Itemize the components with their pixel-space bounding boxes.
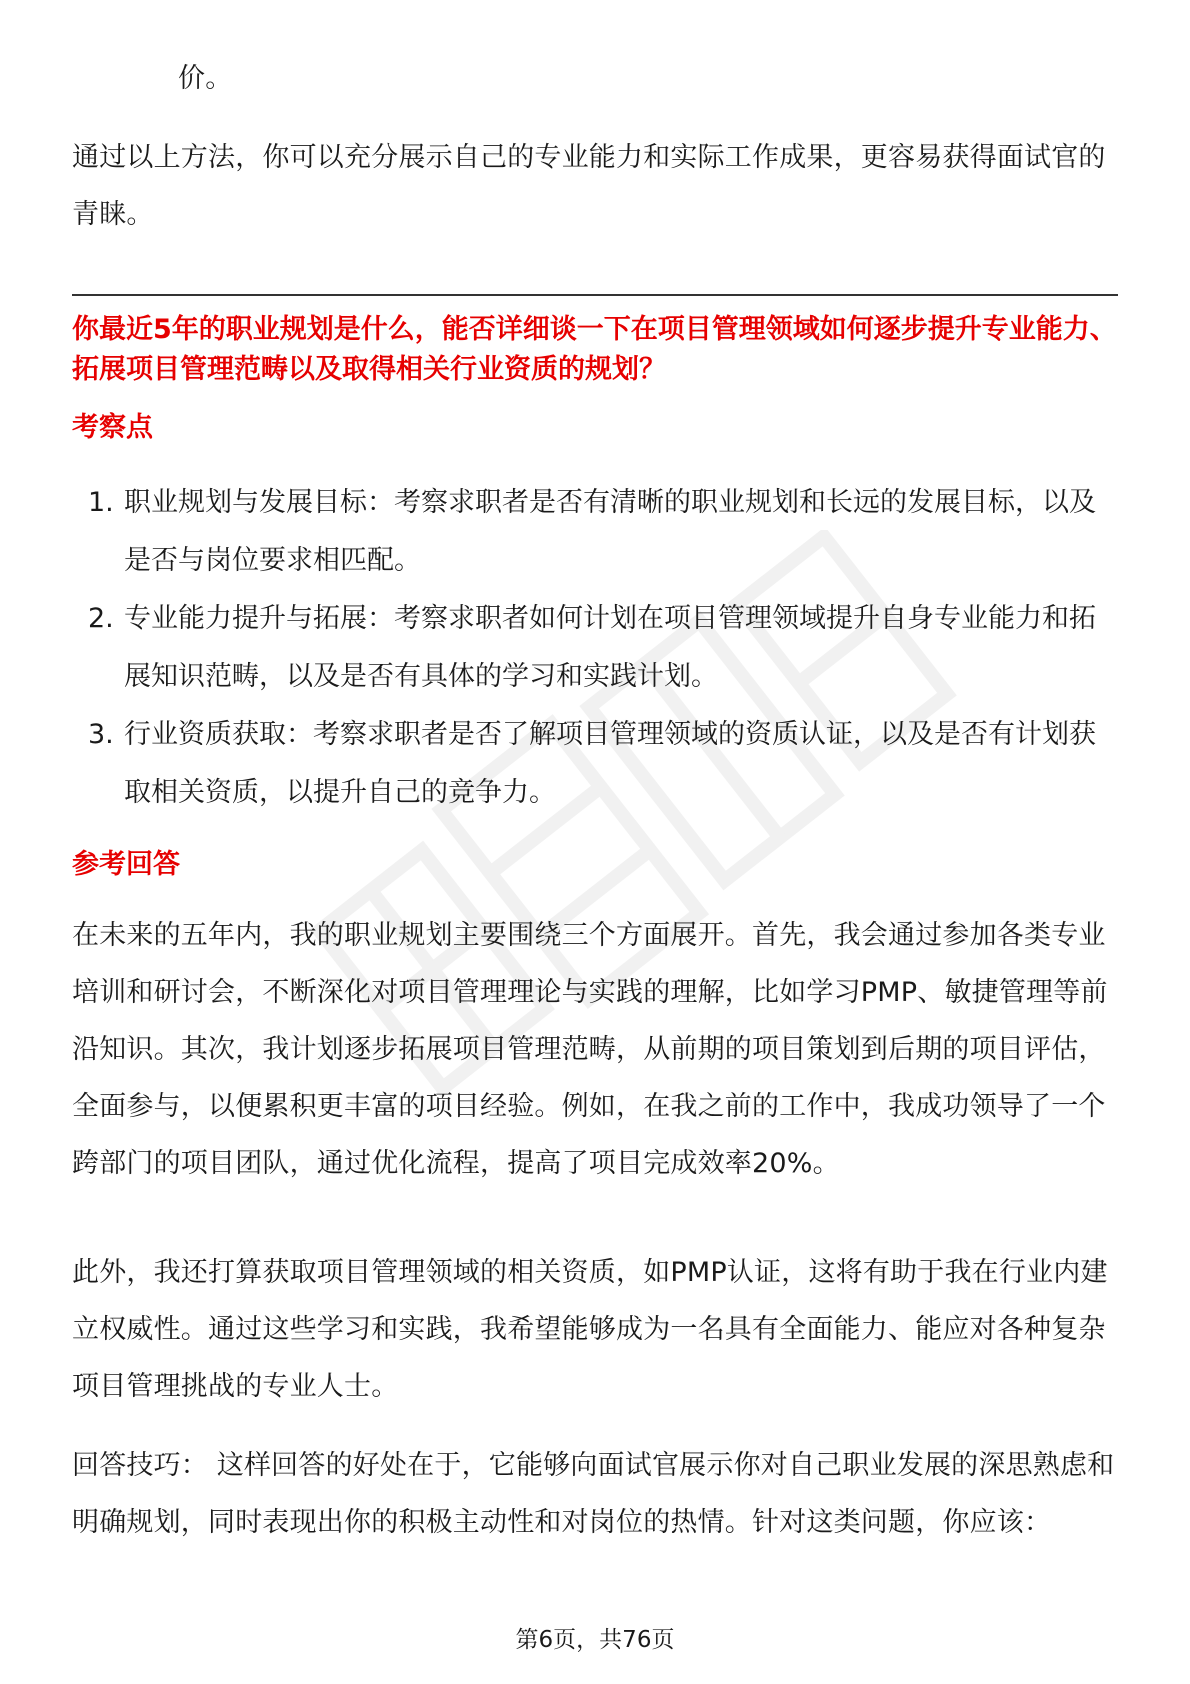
list-item-number: 1.	[88, 487, 114, 518]
summary-paragraph: 通过以上方法，你可以充分展示自己的专业能力和实际工作成果，更容易获得面试官的青睐。	[72, 142, 1106, 230]
answer-paragraph: 在未来的五年内，我的职业规划主要围绕三个方面展开。首先，我会通过参加各类专业培训和研讨会，不断深化对项目管理理论与实践的理解，比如学习PMP、敏捷管理等前沿知识。其次，我计划逐步拓展项目管理范畴，从前期的项目策划到后期的项目评估，全面参与，以便累积更丰富的项目经验。例如，在我之前的工作中，我成功领导了一个跨部门的项目团队，通过优化流程，提高了项目完成效率20%。	[72, 920, 1108, 1179]
list-item-text: 行业资质获取：考察求职者是否了解项目管理领域的资质认证，以及是否有计划获取相关资质，以提升自己的竞争力。	[124, 719, 1096, 808]
section-divider	[72, 294, 1118, 296]
list-item-number: 3.	[88, 719, 114, 750]
list-item	[72, 474, 1118, 590]
list-item	[72, 590, 1118, 706]
continuation-text: 价。	[178, 63, 233, 94]
list-item-number: 2.	[88, 603, 114, 634]
list-item	[72, 706, 1118, 822]
page-footer: 第6页，共76页	[515, 1627, 675, 1653]
question-heading: 你最近5年的职业规划是什么，能否详细谈一下在项目管理领域如何逐步提升专业能力、拓展项目管理范畴以及取得相关行业资质的规划？	[72, 314, 1117, 385]
answer-paragraph: 此外，我还打算获取项目管理领域的相关资质，如PMP认证，这将有助于我在行业内建立权威性。通过这些学习和实践，我希望能够成为一名具有全面能力、能应对各种复杂项目管理挑战的专业人士。	[72, 1257, 1108, 1402]
exam-points-heading: 考察点	[72, 412, 153, 443]
list-item-text: 专业能力提升与拓展：考察求职者如何计划在项目管理领域提升自身专业能力和拓展知识范畴，以及是否有具体的学习和实践计划。	[124, 603, 1096, 692]
reference-answer-heading: 参考回答	[72, 849, 180, 880]
list-item-text: 职业规划与发展目标：考察求职者是否有清晰的职业规划和长远的发展目标，以及是否与岗位要求相匹配。	[124, 487, 1096, 576]
exam-points-list	[72, 474, 1118, 822]
answer-tips-paragraph: 回答技巧： 这样回答的好处在于，它能够向面试官展示你对自己职业发展的深思熟虑和明确规划，同时表现出你的积极主动性和对岗位的热情。针对这类问题，你应该：	[72, 1450, 1115, 1538]
